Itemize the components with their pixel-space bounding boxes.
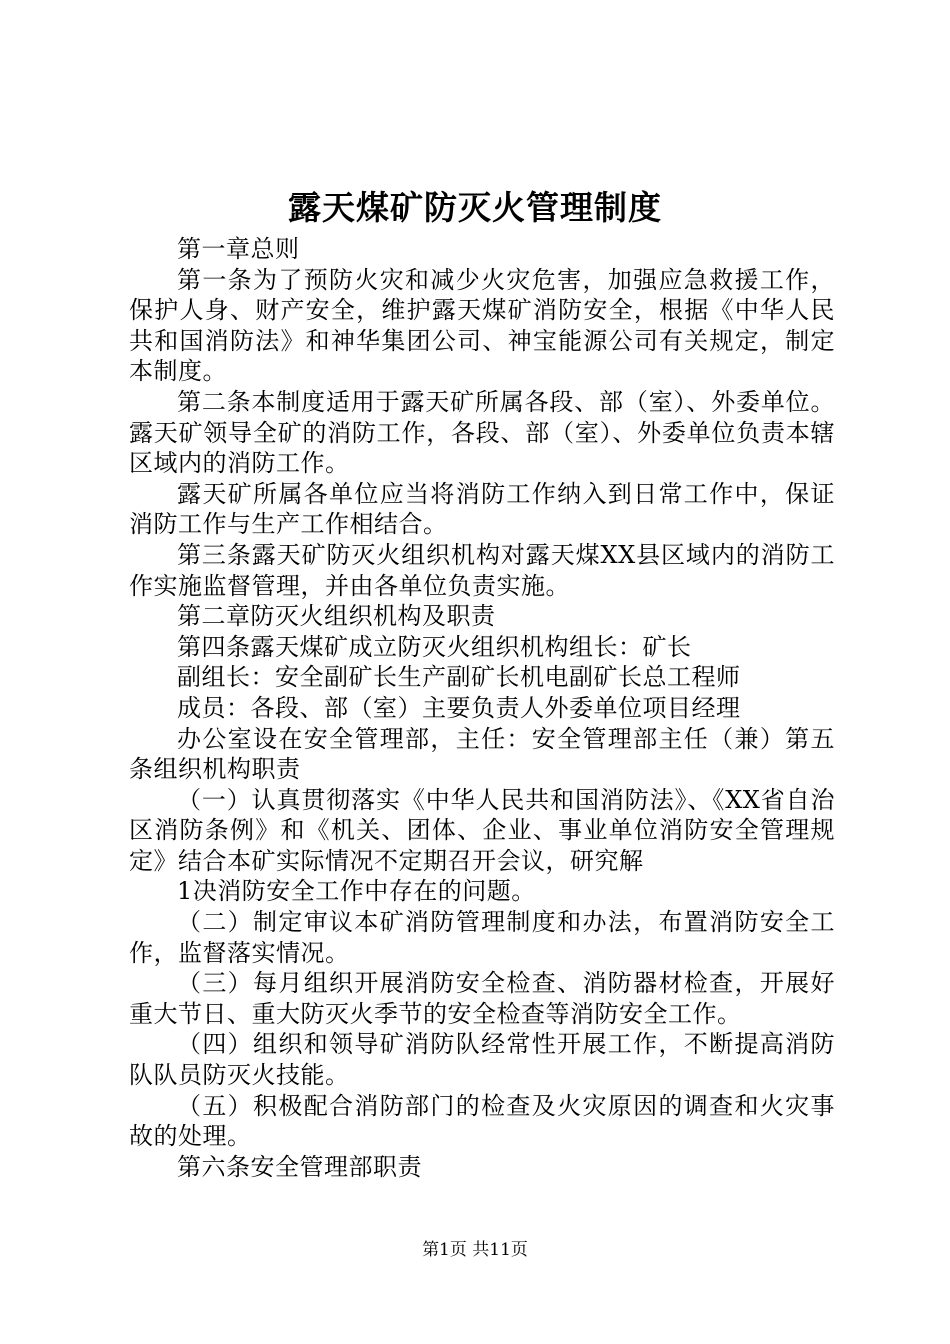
body-paragraph: 第一条为了预防火灾和减少火灾危害，加强应急救援工作，保护人身、财产安全，维护露天煤矿消防安全，根据《中华人民共和国消防法》和神华集团公司、神宝能源公司有关规定，制定本制度。 <box>129 265 835 386</box>
body-paragraph: 第四条露天煤矿成立防灭火组织机构组长：矿长 <box>177 632 692 661</box>
body-paragraph: 办公室设在安全管理部，主任：安全管理部主任（兼）第五条组织机构职责 <box>129 724 835 784</box>
body-paragraph: 露天矿所属各单位应当将消防工作纳入到日常工作中，保证消防工作与生产工作相结合。 <box>129 479 835 539</box>
body-paragraph: （五）积极配合消防部门的检查及火灾原因的调查和火灾事故的处理。 <box>129 1091 835 1151</box>
body-paragraph: （一）认真贯彻落实《中华人民共和国消防法》、《XX省自治区消防条例》和《机关、团体、企业、事业单位消防安全管理规定》结合本矿实际情况不定期召开会议，研究解 <box>129 785 835 875</box>
document-body <box>129 234 835 1182</box>
body-paragraph: （四）组织和领导矿消防队经常性开展工作，不断提高消防队队员防灭火技能。 <box>129 1030 835 1090</box>
body-paragraph: （二）制定审议本矿消防管理制度和办法，布置消防安全工作，监督落实情况。 <box>129 908 835 967</box>
chapter-heading: 第一章总则 <box>177 235 300 263</box>
body-paragraph: （三）每月组织开展消防安全检查、消防器材检查，开展好重大节日、重大防灭火季节的安全检查等消防安全工作。 <box>129 969 835 1028</box>
chapter-heading: 第二章防灭火组织机构及职责 <box>177 602 496 631</box>
page-footer: 第1页 共11页 <box>422 1240 528 1260</box>
document-title: 露天煤矿防灭火管理制度 <box>288 188 662 227</box>
body-paragraph: 副组长：安全副矿长生产副矿长机电副矿长总工程师 <box>177 663 741 692</box>
body-paragraph: 第六条安全管理部职责 <box>177 1152 422 1181</box>
body-paragraph: 第三条露天矿防灭火组织机构对露天煤XX县区域内的消防工作实施监督管理，并由各单位负责实施。 <box>129 540 835 600</box>
body-paragraph: 1决消防安全工作中存在的问题。 <box>177 877 536 906</box>
body-paragraph: 成员：各段、部（室）主要负责人外委单位项目经理 <box>177 693 741 722</box>
body-paragraph: 第二条本制度适用于露天矿所属各段、部（室）、外委单位。露天矿领导全矿的消防工作，各段、部（室）、外委单位负责本辖区域内的消防工作。 <box>129 387 835 478</box>
